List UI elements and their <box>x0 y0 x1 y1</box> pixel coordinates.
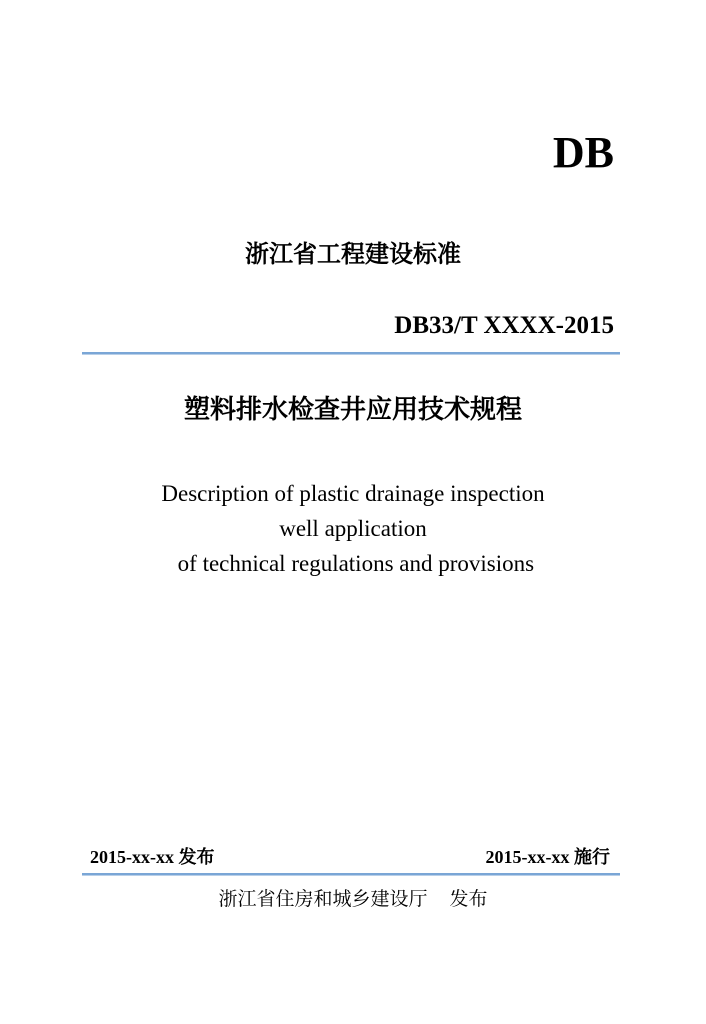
top-divider <box>82 352 620 355</box>
bottom-divider <box>82 873 620 876</box>
issuer-line <box>0 886 706 912</box>
publish-label: 发布 <box>178 847 215 868</box>
title-en-line-1: Description of plastic drainage inspection <box>161 481 545 506</box>
title-en-line-3: of technical regulations and provisions <box>171 551 535 576</box>
effective-label: 施行 <box>574 847 610 868</box>
title-en-line-2: well application <box>279 516 427 541</box>
db-standard-mark: DB <box>552 128 614 177</box>
standard-category: 浙江省工程建设标准 <box>245 240 461 268</box>
publish-date-line <box>90 845 215 870</box>
issuer-action: 发布 <box>449 888 488 910</box>
effective-date-line <box>486 845 611 870</box>
document-title-english <box>0 476 706 581</box>
issuer-name: 浙江省住房和城乡建设厅 <box>218 888 428 910</box>
publish-date: 2015-xx-xx <box>90 847 174 867</box>
standard-number: DB33/T XXXX-2015 <box>394 312 614 339</box>
effective-date: 2015-xx-xx <box>485 847 570 867</box>
document-title-chinese: 塑料排水检查井应用技术规程 <box>183 395 522 425</box>
